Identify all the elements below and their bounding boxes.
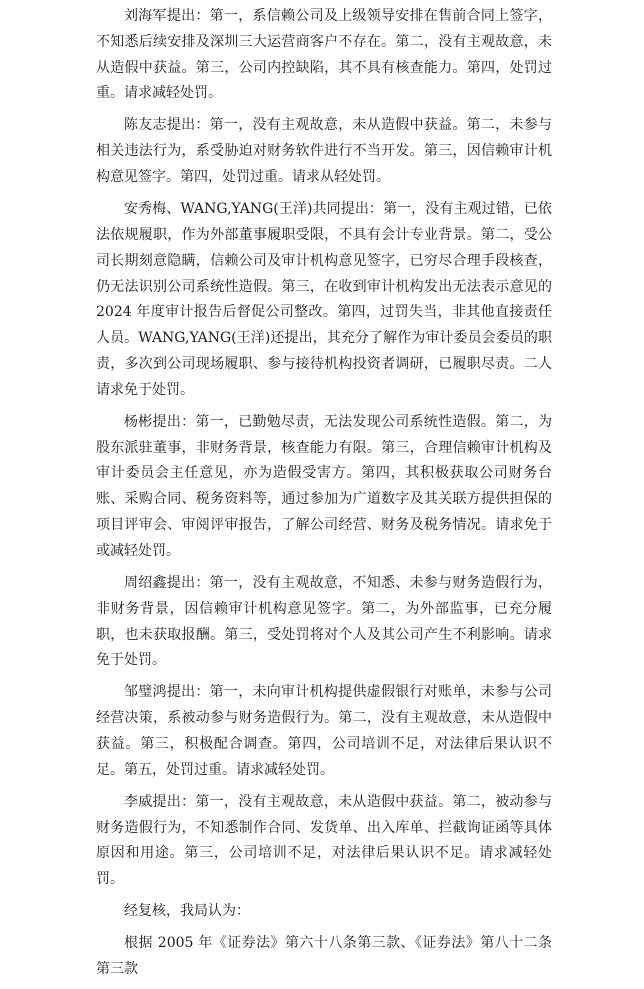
paragraph-liu-haijun-statement: 刘海军提出：第一，系信赖公司及上级领导安排在售前合同上签字，不知悉后续安排及深圳三大运营商客户不存在。第二，没有主观故意，未从造假中获益。第三，公司内控缺陷，其不具有核查能力。第四，处罚过重。请求减轻处罚。	[96, 8, 552, 102]
paragraph-yang-bin-statement: 杨彬提出：第一，已勤勉尽责，无法发现公司系统性造假。第二，为股东派驻董事，非财务背景，核查能力有限。第三，合理信赖审计机构及审计委员会主任意见，亦为造假受害方。第四，其积极获取公司财务台账、采购合同、税务资料等，通过参加为广道数字及其关联方提供担保的项目评审会、审阅评审报告，了解公司经营、财务及税务情况。请求免于或减轻处罚。	[96, 413, 552, 559]
paragraph-review-opinion: 经复核，我局认为：	[124, 903, 250, 920]
paragraph-chen-youzhi-statement: 陈友志提出：第一，没有主观故意，未从造假中获益。第二，未参与相关违法行为，系受胁迫对财务软件进行不当开发。第三，因信赖审计机构意见签字。第四，处罚过重。请求从轻处罚。	[96, 117, 552, 186]
paragraph-li-wei-statement: 李威提出：第一，没有主观故意，未从造假中获益。第二，被动参与财务造假行为，不知悉制作合同、发货单、出入库单、拦截询证函等具体原因和用途。第三，公司培训不足，对法律后果认识不足。请求减轻处罚。	[96, 793, 552, 888]
document-body	[96, 4, 552, 989]
paragraph-an-xiumei-wang-yang-statement: 安秀梅、WANG,YANG(王洋)共同提出：第一，没有主观过错，已依法依规履职，作为外部董事履职受限，不具有会计专业背景。第二，受公司长期刻意隐瞒，信赖公司及审计机构意见签字，已穷尽合理手段核查，仍无法识别公司系统性造假。第三，在收到审计机构发出无法表示意见的 2024 年度审计报告后督促公司整改。第四，过罚失当，非其他直接责任人员。WANG,YANG(王洋)还提出，其充分了解作为审计委员会委员的职责，多次到公司现场履职、参与接待机构投资者调研，已履职尽责。二人请求免于处罚。	[96, 201, 552, 398]
paragraph-zhou-shaoxin-statement: 周绍鑫提出：第一，没有主观故意，不知悉、未参与财务造假行为，非财务背景，因信赖审计机构意见签字。第二，为外部监事，已充分履职，也未获取报酬。第三，受处罚将对个人及其公司产生不利影响。请求免于处罚。	[96, 574, 552, 669]
paragraph-legal-basis: 根据 2005 年《证券法》第六十八条第三款、《证券法》第八十二条第三款	[96, 935, 552, 978]
paragraph-zou-bihong-statement: 邹璧鸿提出：第一，未向审计机构提供虚假银行对账单，未参与公司经营决策，系被动参与财务造假行为。第二，没有主观故意，未从造假中获益。第三，积极配合调查。第四，公司培训不足，对法律后果认识不足。第五，处罚过重。请求减轻处罚。	[96, 684, 552, 778]
